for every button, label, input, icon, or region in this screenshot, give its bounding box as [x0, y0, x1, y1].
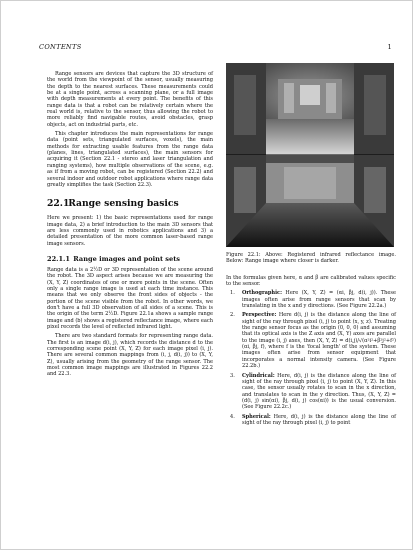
subsection-heading — [47, 255, 213, 263]
list-index: 3. — [230, 372, 235, 379]
list-index: 2. — [230, 312, 235, 319]
intro-paragraph-1: Range sensors are devices that capture the 3D structure of the world from the viewpoint of the sensor, usually measuring the depth to the nearest surfaces. These measurements could be at a single point, across a scanning plane, or a full image with depth measurements at every point. The benefits of this range data is that a robot can be relatively certain where the real world is, relative to the sensor, thus allowing the robot to more reliably find navigable routes, avoid obstacles, grasp objects, act on industrial parts, etc. — [47, 71, 213, 128]
running-head-title: CONTENTS — [39, 43, 82, 51]
list-item-perspective — [230, 312, 396, 370]
formula-intro: In the formulas given here, α and β are calibrated values specific to the sensor. — [226, 274, 396, 288]
subsection-title: Range images and point sets — [73, 254, 180, 263]
list-item-text: Here (X, Y, Z) = (αi, βj, d(i, j)). These images often arise from range sensors that scan by translating in the x and y directions. (See Figure 22.2a.) — [242, 290, 396, 310]
list-item-text: Here, d(i, j) is the distance along the line of sight of the ray through pixel (i, j) to point — [242, 413, 396, 426]
intro-paragraph-2: This chapter introduces the main representations for range data (point sets, triangulated surfaces, voxels), the main methods for extracting usable features from the range data (planes, lines, triangulated surfaces), the main sensors for acquiring it (Section 22.1 - stereo and laser triangulation and ranging systems), how multiple observations of the scene, e.g. as if from a moving robot, can be registered (Section 22.2) and several indoor and outdoor robot applications where range data greatly simplifies the task (Section 22.3). — [47, 131, 213, 188]
list-index: 1. — [230, 290, 235, 297]
list-item-text: Here, d(i, j) is the distance along the line of sight of the ray through pixel (i, j) to point (X, Y, Z). In this case, the sensor usually rotates to scan in the x direction, and translates to scan in the y direction. Thus, (X, Y, Z) = (d(i, j) sin(αi), βj, d(i, j) cos(αi)) is the usual conversion. (See Figure 22.2c.) — [242, 372, 396, 411]
list-item-text: Here d(i, j) is the distance along the line of sight of the ray through pixel (i, j) to point (x, y, z). Treating the range sensor focus as the origin (0, 0, 0) and assuming that its optical axis is the Z axis and (X, Y) axes are parallel to the image (i, j) axes, then (X, Y, Z) = d(i,j)/√(α²i²+β²j²+f²) (αi, βj, f), where f is the 'focal length' of the system. These images often arise from sensor equipment that incorporates a normal intensity camera. (See Figure 22.2b.) — [242, 312, 396, 370]
left-column — [47, 71, 213, 381]
list-item-spherical — [230, 413, 396, 427]
subsection-paragraph-2: There are two standard formats for representing range data. The first is an image d(i, j), which records the distance d to the corresponding scene point (X, Y, Z) for each image pixel (i, j). There are several common mappings from (i, j, d(i, j)) to (X, Y, Z), usually arising from the geometry of the range sensor. The most common image mappings are illustrated in Figures 22.2 and 22.3. — [47, 333, 213, 378]
page-number: 1 — [387, 43, 392, 51]
list-item-title: Cylindrical: — [242, 372, 275, 379]
range-images-illustration — [226, 63, 394, 247]
section-paragraph: Here we present: 1) the basic representations used for range image data, 2) a brief introduction to the main 3D sensors that are less commonly used in robotics applications and 3) a detailed presentation of the more common laser-based range image sensors. — [47, 215, 213, 247]
subsection-number: 22.1.1 — [47, 254, 70, 263]
list-item-title: Spherical: — [242, 413, 271, 420]
list-index: 4. — [230, 413, 235, 420]
right-column — [226, 63, 396, 429]
list-item-title: Perspective: — [242, 312, 277, 319]
section-title: Range sensing basics — [68, 198, 179, 210]
section-number: 22.1 — [47, 198, 70, 210]
figure-22-1-image — [226, 63, 394, 247]
list-item-title: Orthographic: — [242, 290, 282, 297]
list-item-orthographic — [230, 290, 396, 310]
running-head — [39, 43, 392, 55]
mapping-list — [226, 290, 396, 426]
section-heading — [47, 198, 213, 209]
figure-caption: Figure 22.1: Above: Registered infrared reflectance image. Below: Range image where closer is darker. — [226, 252, 396, 265]
subsection-paragraph-1: Range data is a 2½D or 3D representation of the scene around the robot. The 3D aspect arises because we are measuring the (X, Y, Z) coordinates of one or more points in the scene. Often only a single range image is used at each time instance. This means that we only observe the front sides of objects - the portion of the scene visible from the robot. In other words, we don't have a full 3D observation of all sides of a scene. This is the origin of the term 2½D. Figure 22.1a shows a sample range image and (b) shows a registered reflectance image, where each pixel records the level of reflected infrared light. — [47, 266, 213, 330]
list-item-cylindrical — [230, 372, 396, 411]
